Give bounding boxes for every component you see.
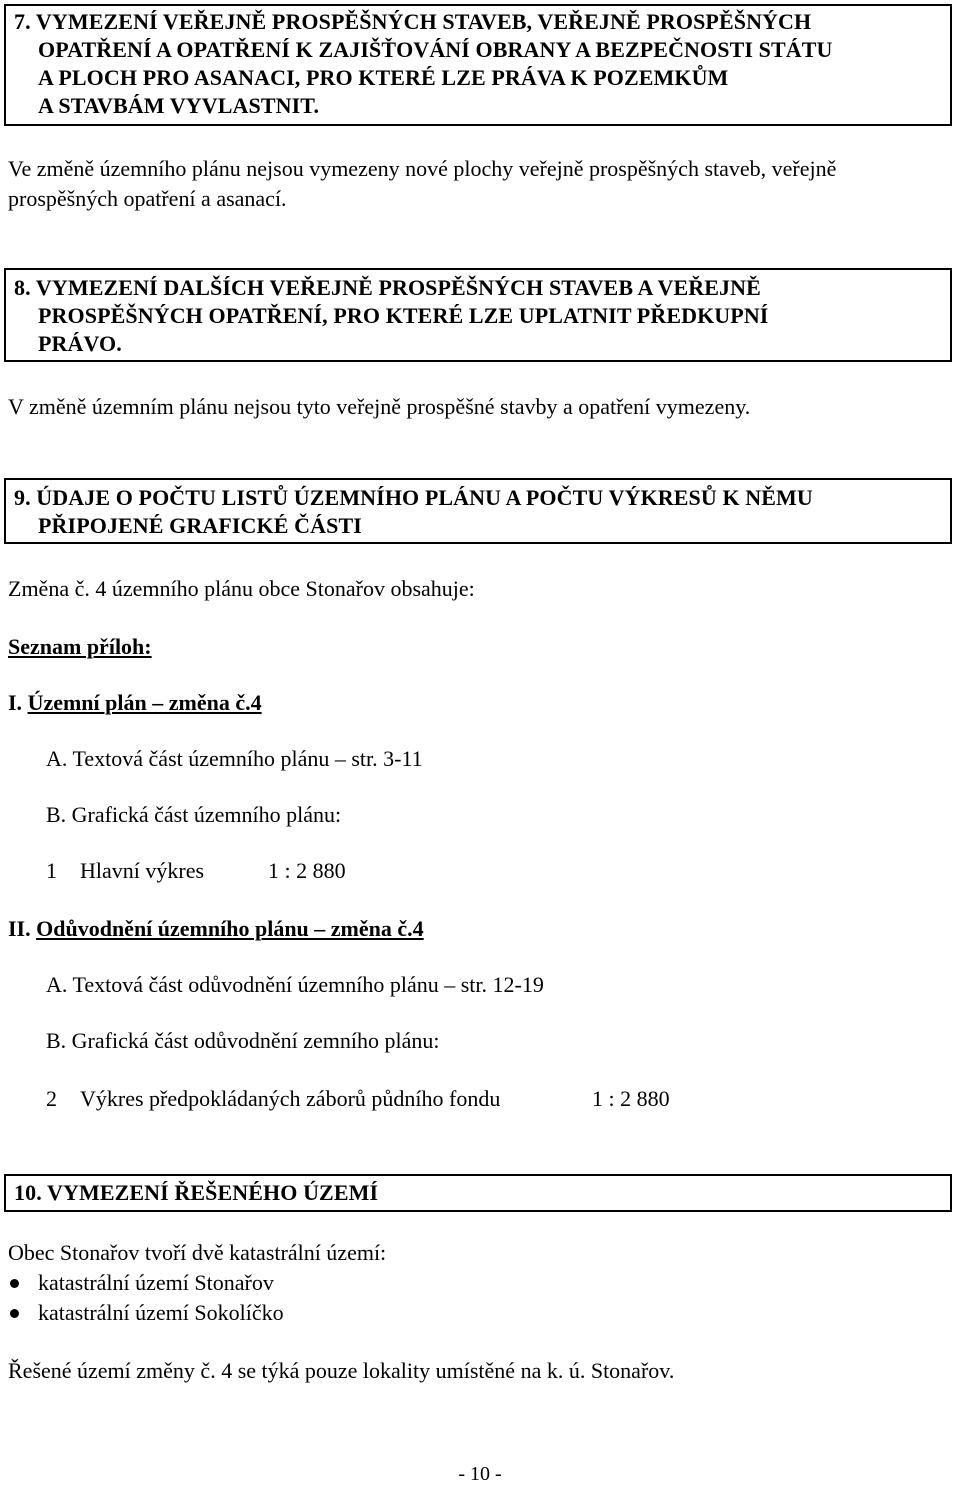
section-10-conclusion: Řešené území změny č. 4 se týká pouze lokality umístěné na k. ú. Stonařov. (8, 1358, 675, 1383)
cadastral-areas-list (8, 1268, 284, 1328)
section-7-heading-box (4, 4, 952, 126)
part-1-item-a: A. Textová část územního plánu – str. 3-11 (46, 746, 423, 771)
section-7-body-line: Ve změně územního plánu nejsou vymezeny nové plochy veřejně prospěšných staveb, veřejně (8, 156, 837, 181)
list-item (8, 1268, 284, 1298)
heading-line: PRÁVO. (38, 331, 122, 356)
section-9-intro: Změna č. 4 územního plánu obce Stonařov obsahuje: (8, 576, 475, 601)
heading-line: PROSPĚŠNÝCH OPATŘENÍ, PRO KTERÉ LZE UPLATNIT PŘEDKUPNÍ (38, 303, 769, 328)
heading-line: PŘIPOJENÉ GRAFICKÉ ČÁSTI (38, 513, 362, 538)
bullet-icon (10, 1309, 19, 1318)
section-10-intro: Obec Stonařov tvoří dvě katastrální území: (8, 1240, 387, 1265)
heading-line: OPATŘENÍ A OPATŘENÍ K ZAJIŠŤOVÁNÍ OBRANY A BEZPEČNOSTI STÁTU (38, 37, 833, 62)
drawing-scale: 1 : 2 880 (268, 858, 346, 883)
drawing-scale: 1 : 2 880 (592, 1086, 670, 1111)
heading-line: 8. VYMEZENÍ DALŠÍCH VEŘEJNĚ PROSPĚŠNÝCH STAVEB A VEŘEJNĚ (14, 275, 761, 300)
drawing-name: Výkres předpokládaných záborů půdního fondu (80, 1086, 501, 1111)
part-1-heading (8, 688, 262, 718)
attachments-heading: Seznam příloh: (8, 634, 152, 659)
section-8-heading-box (4, 268, 952, 362)
section-9-heading (6, 480, 950, 540)
heading-line: 9. ÚDAJE O POČTU LISTŮ ÚZEMNÍHO PLÁNU A POČTU VÝKRESŮ K NĚMU (14, 485, 813, 510)
section-10-heading-box (4, 1174, 952, 1212)
section-8-body: V změně územním plánu nejsou tyto veřejně prospěšné stavby a opatření vymezeny. (8, 394, 751, 419)
drawing-name: Hlavní výkres (80, 858, 205, 883)
list-item-label: katastrální území Sokolíčko (38, 1300, 284, 1325)
page-number: - 10 - (458, 1463, 502, 1485)
heading-line: A PLOCH PRO ASANACI, PRO KTERÉ LZE PRÁVA K POZEMKŮM (38, 65, 729, 90)
drawing-number: 1 (46, 858, 57, 883)
part-1-prefix: I. (8, 690, 23, 715)
part-2-drawing-row (46, 1084, 670, 1114)
bullet-icon (10, 1279, 19, 1288)
part-2-heading (8, 914, 424, 944)
part-1-item-b: B. Grafická část územního plánu: (46, 802, 342, 827)
drawing-number: 2 (46, 1086, 57, 1111)
list-item (8, 1298, 284, 1328)
section-8-heading (6, 270, 950, 358)
heading-line: 7. VYMEZENÍ VEŘEJNĚ PROSPĚŠNÝCH STAVEB, VEŘEJNĚ PROSPĚŠNÝCH (14, 9, 812, 34)
section-7-body-line: prospěšných opatření a asanací. (8, 186, 287, 211)
part-2-item-a: A. Textová část odůvodnění územního plánu – str. 12-19 (46, 972, 544, 997)
heading-line: A STAVBÁM VYVLASTNIT. (38, 93, 320, 118)
section-7-heading (6, 6, 950, 120)
part-2-item-b: B. Grafická část odůvodnění zemního plánu: (46, 1028, 440, 1053)
part-2-title: Odůvodnění územního plánu – změna č.4 (36, 916, 424, 941)
section-10-heading: 10. VYMEZENÍ ŘEŠENÉHO ÚZEMÍ (14, 1180, 379, 1205)
part-1-title: Územní plán – změna č.4 (27, 690, 262, 715)
list-item-label: katastrální území Stonařov (38, 1270, 274, 1295)
part-1-drawing-row (46, 856, 346, 886)
part-2-prefix: II. (8, 916, 31, 941)
section-9-heading-box (4, 478, 952, 544)
